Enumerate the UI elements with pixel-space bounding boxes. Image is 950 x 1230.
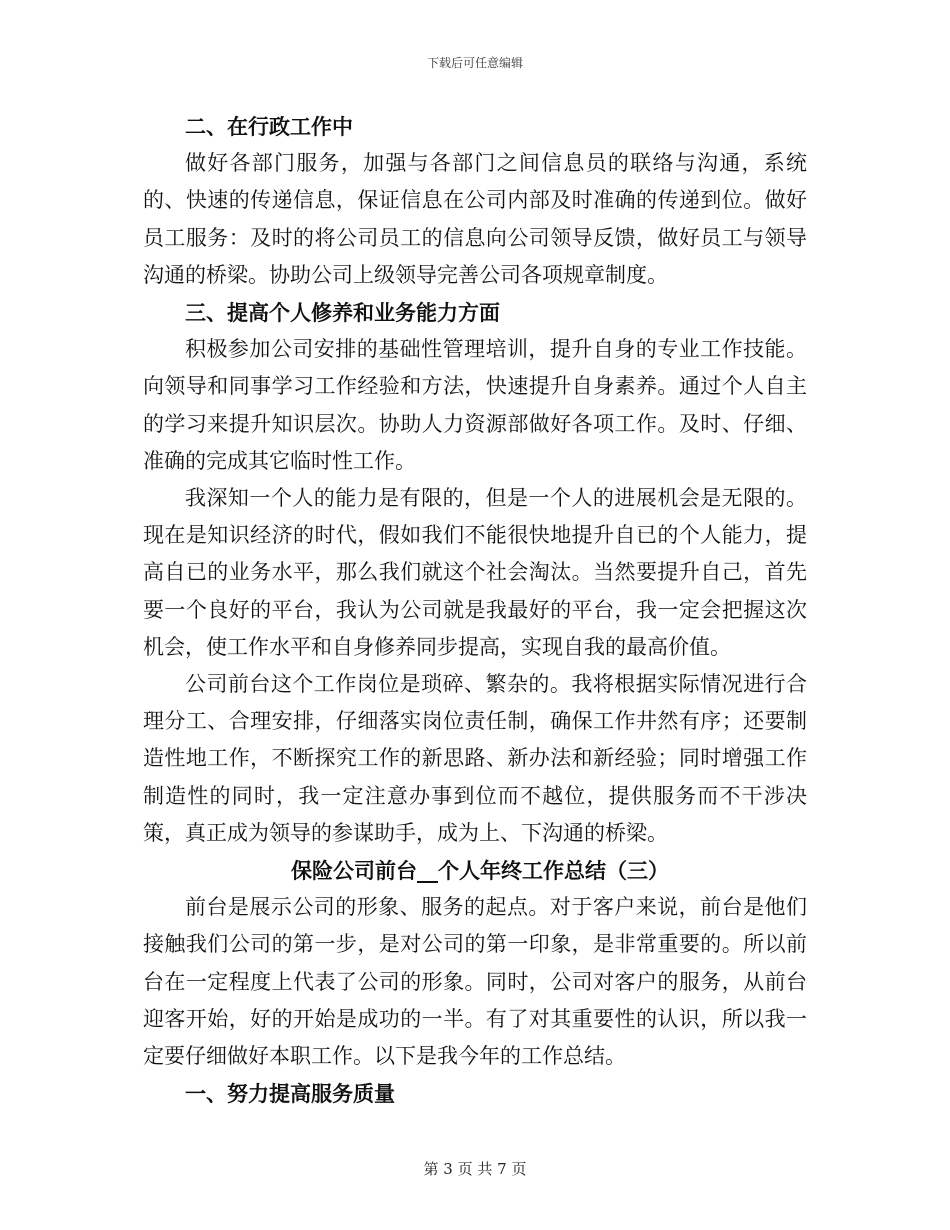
paragraph-admin: 做好各部门服务，加强与各部门之间信息员的联络与沟通，系统的、快速的传递信息，保证信息在公司内部及时准确的传递到位。做好员工服务：及时的将公司员工的信息向公司领导反馈，做好员工与领导沟通的桥梁。协助公司上级领导完善公司各项规章制度。 [143, 151, 807, 287]
paragraph-frontdesk: 公司前台这个工作岗位是琐碎、繁杂的。我将根据实际情况进行合理分工、合理安排，仔细落实岗位责任制，确保工作井然有序；还要制造性地工作，不断探究工作的新思路、新办法和新经验；同时增强工作制造性的同时，我一定注意办事到位而不越位，提供服务而不干涉决策，真正成为领导的参谋助手，成为上、下沟通的桥梁。 [143, 672, 807, 845]
section-heading-admin: 二、在行政工作中 [185, 114, 353, 139]
section-heading-personal: 三、提高个人修养和业务能力方面 [185, 300, 500, 326]
page-number: 第 3 页 共 7 页 [423, 1160, 527, 1178]
document-body [143, 108, 807, 1112]
section-heading-service: 一、努力提高服务质量 [185, 1081, 395, 1107]
header-note: 下载后可任意编辑 [426, 56, 523, 70]
paragraph-training: 积极参加公司安排的基础性管理培训，提升自身的专业工作技能。向领导和同事学习工作经验和方法，快速提升自身素养。通过个人自主的学习来提升知识层次。协助人力资源部做好各项工作。及时、仔细、准确的完成其它临时性工作。 [143, 337, 807, 473]
document-title-three: 保险公司前台__个人年终工作总结（三） [291, 858, 669, 884]
paragraph-ability: 我深知一个人的能力是有限的，但是一个人的进展机会是无限的。现在是知识经济的时代，假如我们不能很快地提升自已的个人能力，提高自已的业务水平，那么我们就这个社会淘汰。当然要提升自己，首先要一个良好的平台，我认为公司就是我最好的平台，我一定会把握这次机会，使工作水平和自身修养同步提高，实现自我的最高价值。 [143, 486, 807, 659]
paragraph-intro: 前台是展示公司的形象、服务的起点。对于客户来说，前台是他们接触我们公司的第一步，是对公司的第一印象，是非常重要的。所以前台在一定程度上代表了公司的形象。同时，公司对客户的服务，从前台迎客开始，好的开始是成功的一半。有了对其重要性的认识，所以我一定要仔细做好本职工作。以下是我今年的工作总结。 [143, 895, 807, 1069]
